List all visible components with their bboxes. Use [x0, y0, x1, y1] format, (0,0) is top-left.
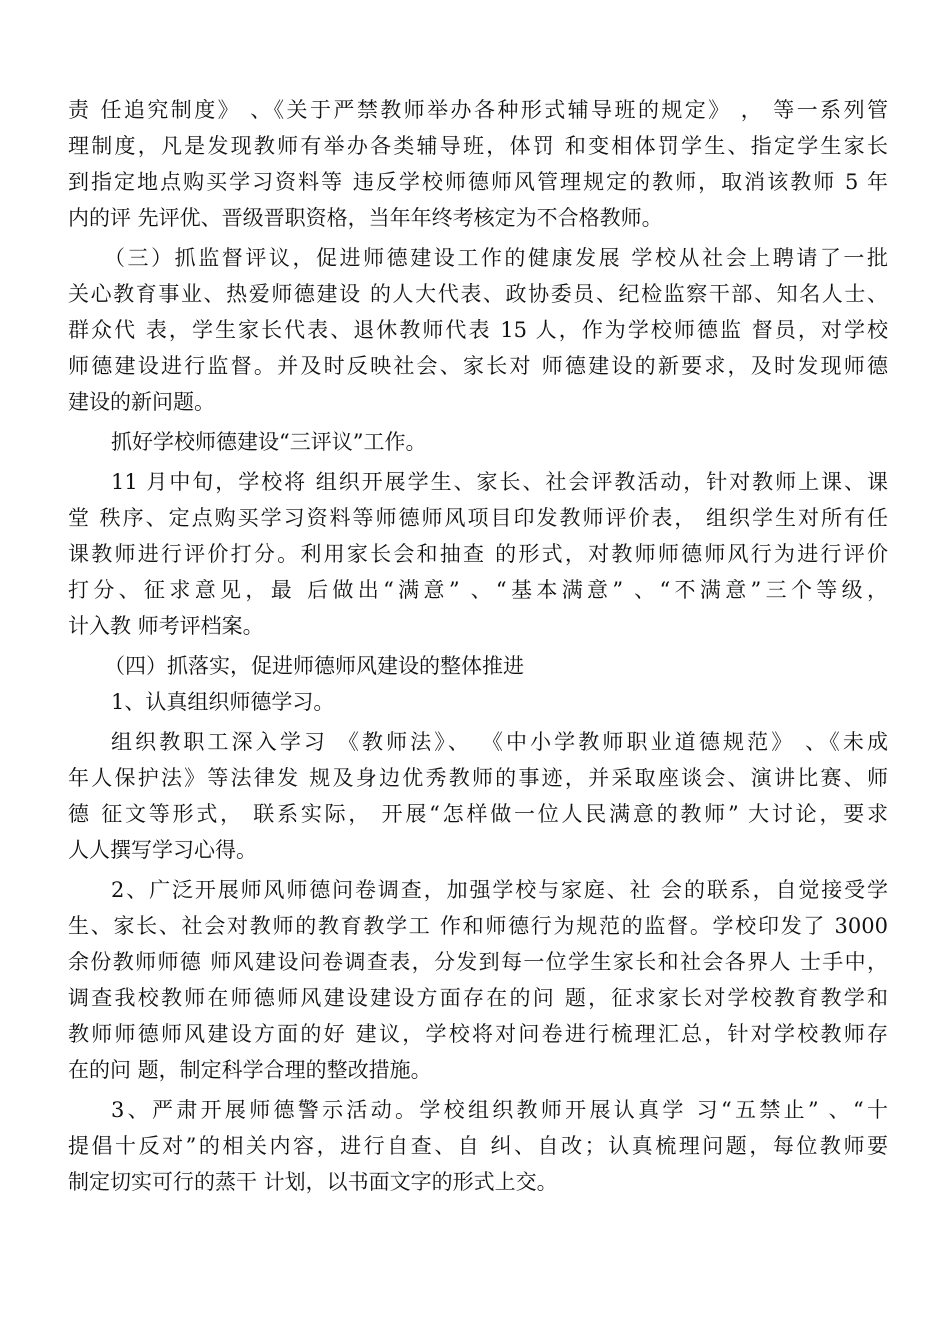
- text-line: 1、认真组织师德学习。: [111, 690, 335, 714]
- text-line: 年人保护法》等法律发 规及身边优秀教师的事迹，并采取座谈会、演讲比赛、师: [68, 766, 888, 790]
- text-line: 提倡十反对”的相关内容，进行自查、自 纠、自改；认真梳理问题，每位教师要: [68, 1134, 888, 1158]
- text-line: 11 月中旬，学校将 组织开展学生、家长、社会评教活动，针对教师上课、课: [111, 470, 888, 494]
- text-line: 课教师进行评价打分。利用家长会和抽查 的形式，对教师师德师风行为进行评价: [68, 542, 888, 566]
- text-line: 人人撰写学习心得。: [68, 838, 257, 862]
- text-line: 内的评 先评优、晋级晋职资格，当年年终考核定为不合格教师。: [68, 206, 663, 230]
- text-line: 抓好学校师德建设“三评议”工作。: [111, 430, 427, 454]
- section-heading-line: （三）抓监督评议，促进师德建设工作的健康发展 学校从社会上聘请了一批: [104, 246, 888, 270]
- text-line: 在的问 题，制定科学合理的整改措施。: [68, 1058, 432, 1082]
- text-line: 2、广泛开展师风师德问卷调查，加强学校与家庭、社 会的联系，自觉接受学: [111, 878, 888, 902]
- text-line: 责 任追究制度》 、《关于严禁教师举办各种形式辅导班的规定》 ， 等一系列管: [68, 98, 888, 122]
- text-line: 计入教 师考评档案。: [68, 614, 264, 638]
- text-line: 师德建设进行监督。并及时反映社会、家长对 师德建设的新要求，及时发现师德: [68, 354, 888, 378]
- text-line: 群众代 表，学生家长代表、退休教师代表 15 人，作为学校师德监 督员，对学校: [68, 318, 888, 342]
- text-line: 德 征文等形式， 联系实际， 开展“怎样做一位人民满意的教师” 大讨论，要求: [68, 802, 888, 826]
- text-line: 堂 秩序、定点购买学习资料等师德师风项目印发教师评价表， 组织学生对所有任: [68, 506, 888, 530]
- text-line: 生、家长、社会对教师的教育教学工 作和师德行为规范的监督。学校印发了 3000: [68, 914, 888, 938]
- text-line: 制定切实可行的蒸干 计划，以书面文字的形式上交。: [68, 1170, 558, 1194]
- text-line: 理制度，凡是发现教师有举办各类辅导班，体罚 和变相体罚学生、指定学生家长: [68, 134, 888, 158]
- section-heading-line: （四）抓落实，促进师德师风建设的整体推进: [104, 654, 524, 678]
- text-line: 到指定地点购买学习资料等 违反学校师德师风管理规定的教师，取消该教师 5 年: [68, 170, 888, 194]
- text-line: 关心教育事业、热爱师德建设 的人大代表、政协委员、纪检监察干部、知名人士、: [68, 282, 888, 306]
- text-line: 建设的新问题。: [68, 390, 215, 414]
- text-line: 调查我校教师在师德师风建设建设方面存在的问 题，征求家长对学校教育教学和: [68, 986, 888, 1010]
- text-line: 打分、征求意见，最 后做出“满意” 、“基本满意” 、“不满意”三个等级，: [68, 578, 888, 602]
- document-page: [68, 92, 888, 1200]
- text-line: 3、严肃开展师德警示活动。学校组织教师开展认真学 习“五禁止” 、“十: [111, 1098, 888, 1122]
- text-line: 组织教职工深入学习 《教师法》、 《中小学教师职业道德规范》 、《未成: [111, 730, 888, 754]
- text-line: 余份教师师德 师风建设问卷调查表，分发到每一位学生家长和社会各界人 士手中，: [68, 950, 888, 974]
- text-line: 教师师德师风建设方面的好 建议，学校将对问卷进行梳理汇总，针对学校教师存: [68, 1022, 888, 1046]
